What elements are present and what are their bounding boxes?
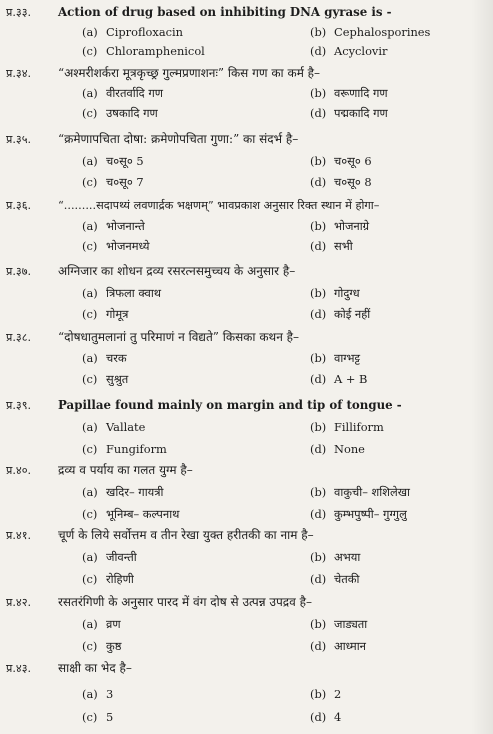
option-text: गोदुग्ध	[334, 286, 360, 300]
option-text: वीरतर्वादि गण	[106, 86, 163, 100]
question-number: प्र.४३.	[6, 662, 32, 675]
option-text: कुम्भपुष्पी– गुग्गुलु	[334, 507, 407, 521]
option-a	[82, 615, 121, 634]
option-text: वरूणादि गण	[334, 86, 388, 100]
option-label: (b)	[310, 286, 327, 300]
option-label: (b)	[310, 485, 327, 499]
question-text: “अश्मरीशर्करा मूत्रकृच्छ्र गुल्मप्रणाशनः” किस गण का कर्म है–	[58, 66, 321, 80]
option-c	[82, 505, 179, 524]
option-c	[82, 173, 144, 192]
option-a	[82, 217, 145, 236]
option-b	[310, 615, 367, 634]
question-number: प्र.३५.	[6, 133, 32, 146]
option-label: (c)	[82, 372, 98, 386]
option-label: (b)	[310, 420, 327, 434]
question-text: Action of drug based on inhibiting DNA gyrase is -	[58, 5, 392, 19]
option-text: च०सू० 6	[334, 154, 372, 168]
option-text: A + B	[334, 372, 368, 386]
option-text: 3	[106, 687, 114, 701]
option-text: सभी	[334, 239, 353, 253]
option-text: व्रण	[106, 617, 121, 631]
option-d	[310, 440, 365, 459]
option-a	[82, 685, 113, 704]
option-label: (b)	[310, 617, 327, 631]
option-text: वाकुची– शशिलेखा	[334, 485, 410, 499]
option-text: चरक	[106, 351, 127, 365]
option-a	[82, 483, 164, 502]
option-text: Ciprofloxacin	[106, 25, 183, 39]
question-number: प्र.३७.	[6, 265, 32, 278]
option-label: (d)	[310, 507, 327, 521]
option-c	[82, 370, 128, 389]
option-d	[310, 637, 366, 656]
question-text: अग्निजार का शोधन द्रव्य रसरत्नसमुच्चय के अनुसार है–	[58, 264, 296, 278]
option-a	[82, 152, 144, 171]
option-text: रोहिणी	[106, 572, 134, 586]
option-label: (a)	[82, 351, 98, 365]
option-label: (a)	[82, 617, 98, 631]
option-b	[310, 84, 388, 103]
option-text: उषकादि गण	[106, 106, 158, 120]
option-d	[310, 505, 407, 524]
option-label: (c)	[82, 507, 98, 521]
option-text: भोजनाग्रे	[334, 219, 370, 233]
option-text: आध्मान	[334, 639, 367, 653]
option-a	[82, 23, 183, 42]
option-label: (a)	[82, 154, 98, 168]
option-label: (b)	[310, 86, 327, 100]
question-text: रसतरंगिणी के अनुसार पारद में वंग दोष से उत्पन्न उपद्रव है–	[58, 595, 312, 609]
option-text: च०सू० 5	[106, 154, 144, 168]
option-a	[82, 349, 127, 368]
option-text: Filliform	[334, 420, 384, 434]
option-text: Chloramphenicol	[106, 44, 205, 58]
option-text: कुष्ठ	[106, 639, 122, 653]
option-text: 5	[106, 710, 114, 724]
option-label: (c)	[82, 44, 98, 58]
option-label: (c)	[82, 239, 98, 253]
option-label: (c)	[82, 442, 98, 456]
question-text: “.........सदापथ्यं लवणार्द्रक भक्षणम्” भावप्रकाश अनुसार रिक्त स्थान में होगा–	[58, 199, 380, 212]
option-label: (b)	[310, 219, 327, 233]
option-text: जीवन्ती	[106, 550, 137, 564]
option-label: (c)	[82, 106, 98, 120]
option-d	[310, 237, 353, 256]
option-label: (c)	[82, 175, 98, 189]
option-label: (d)	[310, 106, 327, 120]
option-text: भोजनमध्ये	[106, 239, 150, 253]
question-text: “क्रमेणापचिता दोषा: क्रमेणोपचिता गुणा:” का संदर्भ है–	[58, 132, 299, 146]
question-text: “दोषधातुमलानां तु परिमाणं न विद्यते” किसका कथन है–	[58, 330, 300, 344]
option-label: (b)	[310, 25, 327, 39]
option-b	[310, 548, 360, 567]
option-c	[82, 637, 121, 656]
option-label: (c)	[82, 572, 98, 586]
option-label: (b)	[310, 351, 327, 365]
option-label: (b)	[310, 154, 327, 168]
option-label: (b)	[310, 550, 327, 564]
option-d	[310, 708, 341, 727]
option-text: सुश्रुत	[106, 372, 129, 386]
option-label: (a)	[82, 485, 98, 499]
option-d	[310, 305, 370, 324]
option-text: Vallate	[106, 420, 146, 434]
option-c	[82, 708, 113, 727]
question-text: साक्षी का भेद है–	[58, 661, 132, 675]
option-label: (d)	[310, 572, 327, 586]
option-text: चेतकी	[334, 572, 360, 586]
question-number: प्र.४२.	[6, 596, 32, 609]
option-text: जाड्यता	[334, 617, 368, 631]
option-b	[310, 349, 360, 368]
question-number: प्र.३८.	[6, 331, 32, 344]
option-label: (a)	[82, 25, 98, 39]
option-label: (d)	[310, 175, 327, 189]
option-text: च०सू० 7	[106, 175, 144, 189]
option-text: 2	[334, 687, 342, 701]
option-text: Cephalosporines	[334, 25, 431, 39]
option-c	[82, 42, 205, 61]
question-number: प्र.४१.	[6, 529, 32, 542]
option-a	[82, 548, 137, 567]
question-number: प्र.३९.	[6, 399, 32, 412]
option-label: (a)	[82, 86, 98, 100]
option-label: (a)	[82, 286, 98, 300]
option-a	[82, 84, 163, 103]
question-text: Papillae found mainly on margin and tip of tongue -	[58, 398, 402, 412]
option-text: Fungiform	[106, 442, 167, 456]
option-text: गोमूत्र	[106, 307, 129, 321]
option-c	[82, 237, 149, 256]
option-label: (c)	[82, 639, 98, 653]
option-label: (c)	[82, 710, 98, 724]
option-b	[310, 217, 369, 236]
option-text: पद्मकादि गण	[334, 106, 388, 120]
option-text: त्रिफला क्वाथ	[106, 286, 162, 300]
option-c	[82, 104, 158, 123]
option-text: भूनिम्ब– कल्पनाथ	[106, 507, 180, 521]
option-label: (d)	[310, 710, 327, 724]
option-label: (d)	[310, 372, 327, 386]
option-b	[310, 483, 410, 502]
option-label: (c)	[82, 307, 98, 321]
option-label: (a)	[82, 687, 98, 701]
option-label: (d)	[310, 442, 327, 456]
option-label: (d)	[310, 44, 327, 58]
option-c	[82, 305, 128, 324]
option-label: (a)	[82, 420, 98, 434]
option-text: None	[334, 442, 365, 456]
question-text: चूर्ण के लिये सर्वोत्तम व तीन रेखा युक्त हरीतकी का नाम है–	[58, 528, 314, 542]
option-d	[310, 42, 387, 61]
question-number: प्र.४०.	[6, 464, 32, 477]
option-a	[82, 418, 145, 437]
option-text: 4	[334, 710, 342, 724]
question-number: प्र.३३.	[6, 6, 32, 19]
option-d	[310, 173, 372, 192]
option-d	[310, 104, 388, 123]
question-number: प्र.३६.	[6, 199, 32, 212]
option-b	[310, 152, 372, 171]
option-text: खदिर– गायत्री	[106, 485, 164, 499]
question-number: प्र.३४.	[6, 67, 32, 80]
option-b	[310, 685, 341, 704]
option-text: अभया	[334, 550, 361, 564]
option-label: (d)	[310, 307, 327, 321]
option-a	[82, 284, 161, 303]
option-d	[310, 570, 359, 589]
option-label: (d)	[310, 639, 327, 653]
option-label: (b)	[310, 687, 327, 701]
page-edge-shadow	[471, 0, 493, 734]
option-text: वाग्भट्ट	[334, 351, 361, 365]
option-text: Acyclovir	[334, 44, 388, 58]
option-label: (a)	[82, 219, 98, 233]
option-label: (d)	[310, 239, 327, 253]
option-text: भोजनान्ते	[106, 219, 145, 233]
option-b	[310, 23, 430, 42]
option-c	[82, 440, 167, 459]
option-text: कोई नहीं	[334, 307, 371, 321]
option-b	[310, 418, 384, 437]
question-text: द्रव्य व पर्याय का गलत युग्म है–	[58, 463, 193, 477]
option-text: च०सू० 8	[334, 175, 372, 189]
option-d	[310, 370, 367, 389]
option-b	[310, 284, 360, 303]
option-label: (a)	[82, 550, 98, 564]
option-c	[82, 570, 134, 589]
